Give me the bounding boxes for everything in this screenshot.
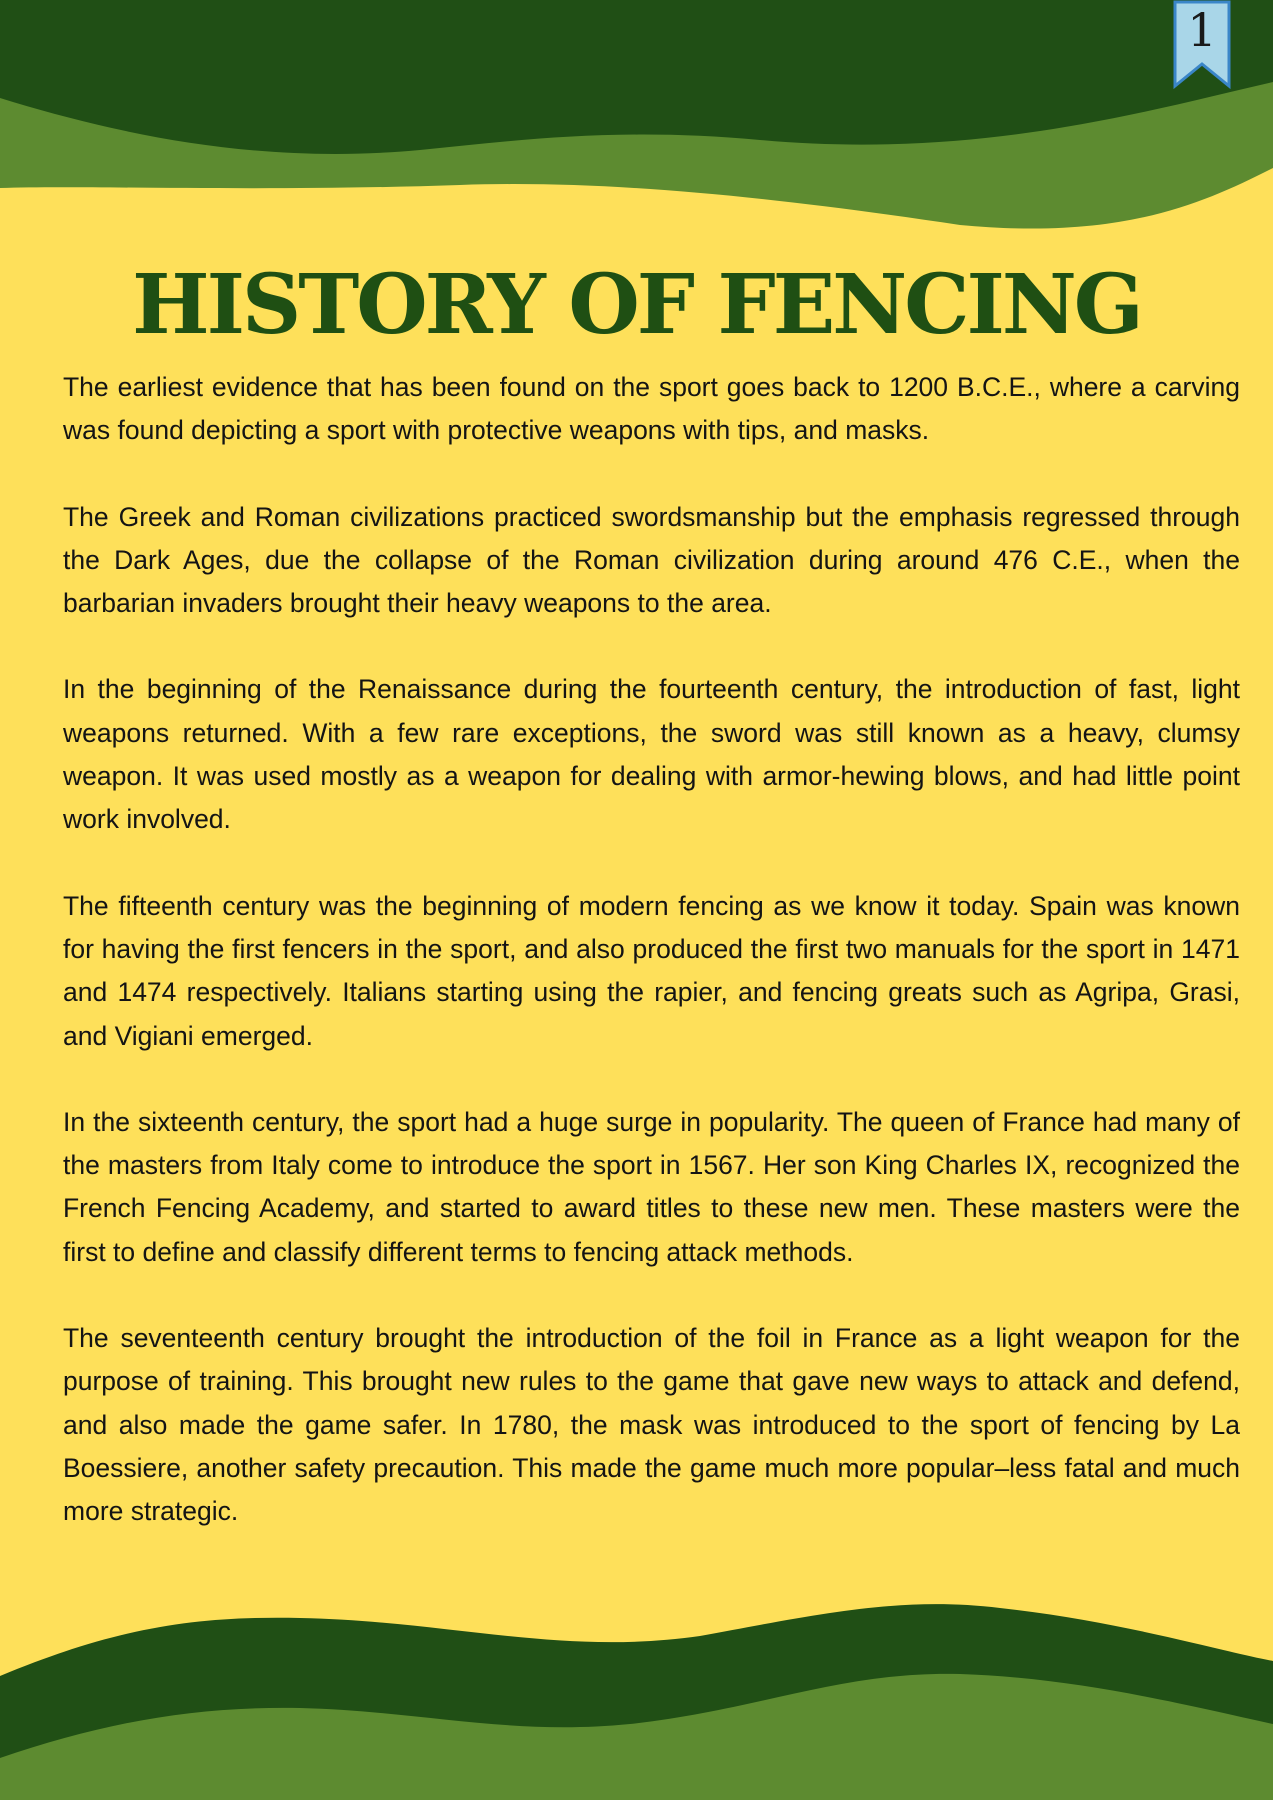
- document-body: [63, 366, 1240, 1577]
- page-number: 1: [1187, 3, 1217, 57]
- paragraph-seventeenth-century: The seventeenth century brought the introduction of the foil in France as a light weapon for the purpose of training. This brought new rules to the game that gave new ways to attack and defend, and also made the game safer. In 1780, the mask was introduced to the sport of fencing by La Boessiere, another safety precaution. This made the game much more popular–less fatal and much more strategic.: [63, 1323, 1240, 1527]
- page-title: HISTORY OF FENCING: [132, 257, 1141, 353]
- page-number-badge: [1173, 0, 1231, 90]
- paragraph-sixteenth-century: In the sixteenth century, the sport had a huge surge in popularity. The queen of France had many of the masters from Italy come to introduce the sport in 1567. Her son King Charles IX, recognized the French Fencing Academy, and started to award titles to these new men. These masters were the first to define and classify different terms to fencing attack methods.: [63, 1106, 1240, 1267]
- paragraph-renaissance: In the beginning of the Renaissance during the fourteenth century, the introduction of fast, light weapons returned. With a few rare exceptions, the sword was still known as a heavy, clumsy weapon. It was used mostly as a weapon for dealing with armor-hewing blows, and had little point work involved.: [63, 674, 1240, 835]
- bottom-wave-decoration: [0, 1596, 1273, 1800]
- paragraph-greek-roman: The Greek and Roman civilizations practiced swordsmanship but the emphasis regressed through the Dark Ages, due the collapse of the Roman civilization during around 476 C.E., when the barbarian invaders brought their heavy weapons to the area.: [63, 501, 1240, 619]
- top-wave-decoration: [0, 0, 1273, 240]
- paragraph-earliest-evidence: The earliest evidence that has been found on the sport goes back to 1200 B.C.E., where a carving was found depicting a sport with protective weapons with tips, and masks.: [63, 372, 1240, 446]
- paragraph-fifteenth-century: The fifteenth century was the beginning of modern fencing as we know it today. Spain was known for having the first fencers in the sport, and also produced the first two manuals for the sport in 1471 and 1474 respectively. Italians starting using the rapier, and fencing greats such as Agripa, Grasi, and Vigiani emerged.: [63, 890, 1240, 1051]
